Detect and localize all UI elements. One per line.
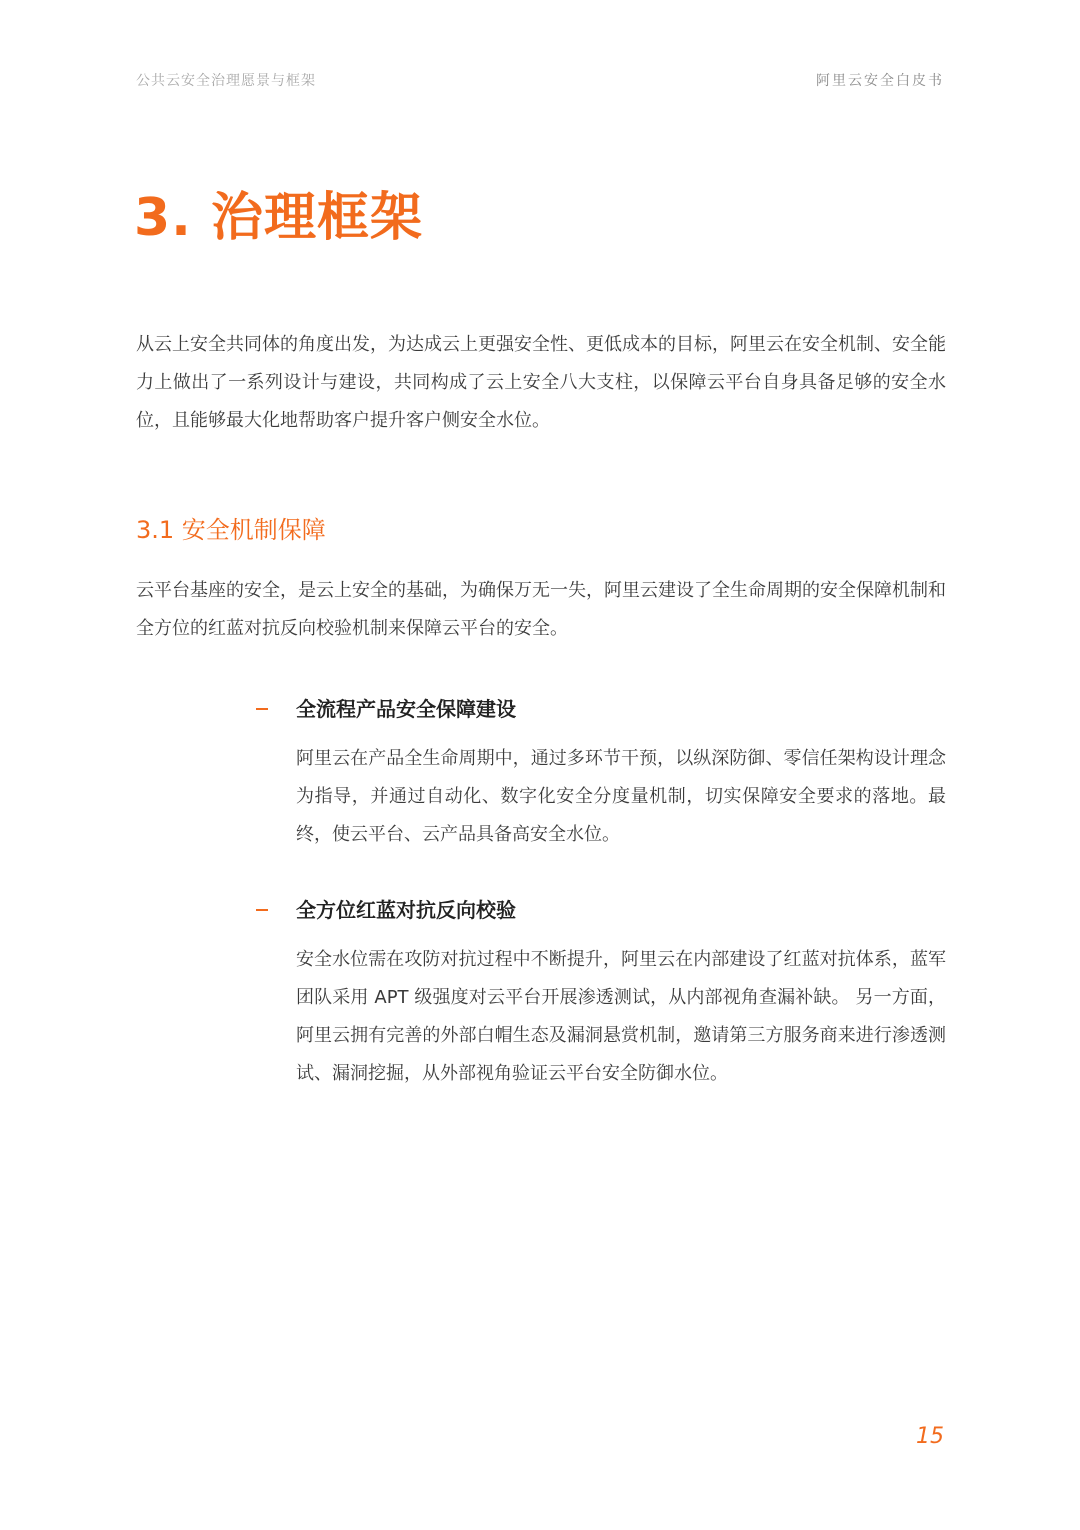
list-item-body: 安全水位需在攻防对抗过程中不断提升，阿里云在内部建设了红蓝对抗体系，蓝军团队采用 APT 级强度对云平台开展渗透测试，从内部视角查漏补缺。 另一方面，阿里云拥有完善的外部白帽生态及漏洞悬赏机制，邀请第三方服务商来进行渗透测试、漏洞挖掘，从外部视角验证云平台安全防御水位。 xyxy=(296,949,946,1084)
chapter-intro-paragraph: 从云上安全共同体的角度出发，为达成云上更强安全性、更低成本的目标，阿里云在安全机制、安全能力上做出了一系列设计与建设，共同构成了云上安全八大支柱，以保障云平台自身具备足够的安全水位，且能够最大化地帮助客户提升客户侧安全水位。 xyxy=(136,334,946,431)
section-title: 3.1 安全机制保障 xyxy=(136,516,326,544)
running-header-right: 阿里云安全白皮书 xyxy=(816,73,944,89)
dash-bullet-icon xyxy=(256,909,268,911)
page-number: 15 xyxy=(916,1424,944,1449)
chapter-title: 3. 治理框架 xyxy=(134,188,424,248)
list-item-body: 阿里云在产品全生命周期中，通过多环节干预，以纵深防御、零信任架构设计理念为指导，并通过自动化、数字化安全分度量机制，切实保障安全要求的落地。最终，使云平台、云产品具备高安全水位。 xyxy=(296,748,946,845)
dash-bullet-icon xyxy=(256,708,268,710)
running-header-left: 公共云安全治理愿景与框架 xyxy=(136,73,316,89)
list-item-title: 全流程产品安全保障建设 xyxy=(296,697,516,721)
list-item-title: 全方位红蓝对抗反向校验 xyxy=(296,898,516,922)
section-intro-paragraph: 云平台基座的安全，是云上安全的基础，为确保万无一失，阿里云建设了全生命周期的安全保障机制和全方位的红蓝对抗反向校验机制来保障云平台的安全。 xyxy=(136,580,946,639)
